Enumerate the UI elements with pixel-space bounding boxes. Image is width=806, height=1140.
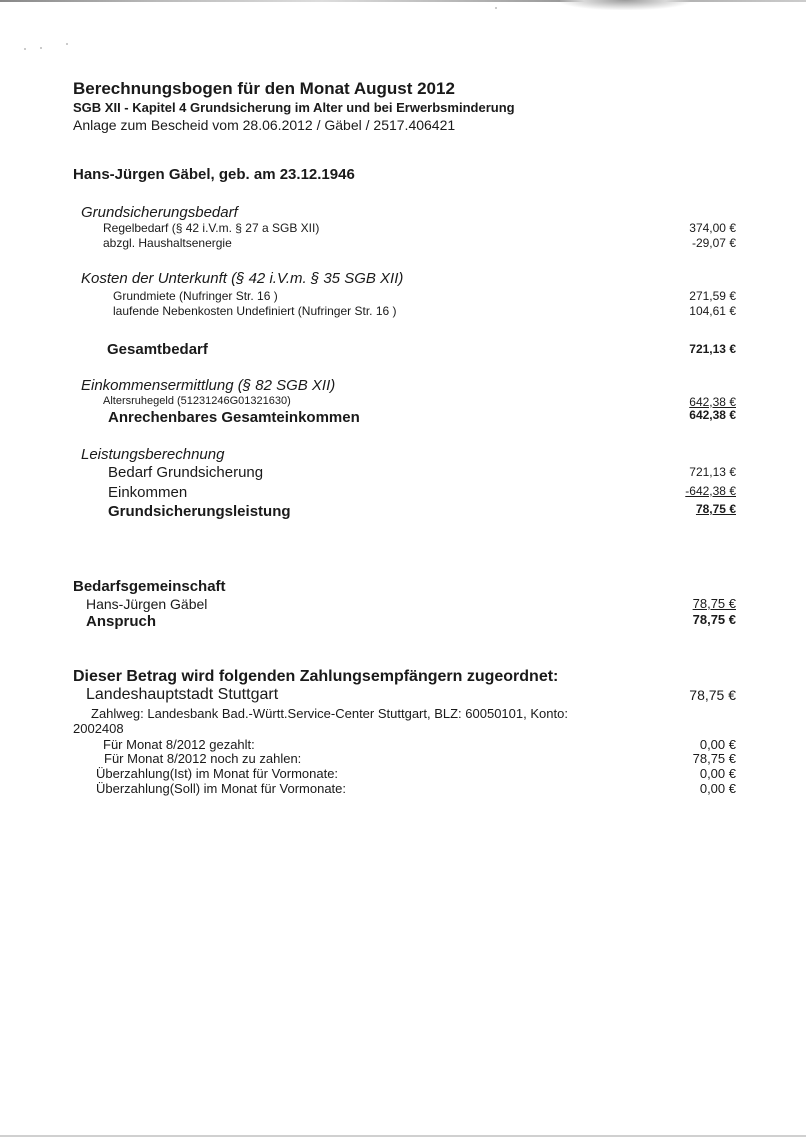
gesamtbedarf-label: Gesamtbedarf	[107, 341, 208, 358]
gesamtbedarf-amount: 721,13 €	[689, 342, 736, 356]
payment-amount: 0,00 €	[699, 737, 736, 752]
line-item-label: laufende Nebenkosten Undefiniert (Nufringer Str. 16 )	[113, 304, 397, 318]
einkommen-total-label: Anrechenbares Gesamteinkommen	[108, 409, 360, 426]
payment-amount: 78,75 €	[692, 751, 736, 766]
line-item-amount: -29,07 €	[691, 236, 736, 250]
section-heading: Grundsicherungsbedarf	[81, 204, 238, 221]
scan-smudge	[560, 0, 690, 10]
line-item-amount: 104,61 €	[689, 304, 736, 318]
scan-speck	[24, 48, 26, 50]
line-item-label: abzgl. Haushaltsenergie	[103, 236, 232, 250]
payment-amount: 0,00 €	[699, 766, 736, 781]
anspruch-amount: 78,75 €	[692, 612, 736, 627]
document-title: Berechnungsbogen für den Monat August 2012	[73, 79, 455, 98]
line-item-label: Bedarf Grundsicherung	[108, 464, 264, 481]
section-heading: Kosten der Unterkunft (§ 42 i.V.m. § 35 SGB XII)	[81, 270, 404, 287]
line-item-amount: 721,13 €	[689, 465, 736, 479]
leistung-total-amount: 78,75 €	[695, 502, 736, 516]
einkommen-total-amount: 642,38 €	[689, 408, 736, 422]
member-amount: 78,75 €	[692, 596, 736, 611]
document-reference: Anlage zum Bescheid vom 28.06.2012 / Gäbel / 2517.406421	[73, 117, 456, 133]
leistung-total-label: Grundsicherungsleistung	[108, 503, 291, 520]
person-heading: Hans-Jürgen Gäbel, geb. am 23.12.1946	[73, 166, 355, 183]
line-item-label: Altersruhegeld (51231246G01321630)	[103, 395, 291, 407]
line-item-amount: 642,38 €	[689, 395, 736, 409]
line-item-label: Einkommen	[108, 484, 188, 501]
scan-speck	[495, 7, 497, 9]
payment-label: Überzahlung(Soll) im Monat für Vormonate:	[96, 781, 347, 796]
line-item-label: Regelbedarf (§ 42 i.V.m. § 27 a SGB XII)	[103, 221, 320, 235]
zahlweg-line: Zahlweg: Landesbank Bad.-Württ.Service-Center Stuttgart, BLZ: 60050101, Konto:	[91, 706, 568, 721]
line-item-amount: 271,59 €	[689, 289, 736, 303]
line-item-amount: -642,38 €	[685, 484, 736, 498]
member-name: Hans-Jürgen Gäbel	[86, 596, 208, 612]
payment-amount: 0,00 €	[699, 781, 736, 796]
payment-label: Für Monat 8/2012 noch zu zahlen:	[104, 751, 302, 766]
recipient-amount: 78,75 €	[689, 687, 736, 703]
scan-speck	[66, 43, 68, 45]
scan-edge-bottom	[0, 1135, 806, 1137]
payment-label: Überzahlung(Ist) im Monat für Vormonate:	[96, 766, 339, 781]
payment-label: Für Monat 8/2012 gezahlt:	[103, 737, 255, 752]
line-item-label: Grundmiete (Nufringer Str. 16 )	[113, 289, 278, 303]
zahlweg-line: 2002408	[73, 721, 124, 736]
section-heading: Dieser Betrag wird folgenden Zahlungsempfängern zugeordnet:	[73, 668, 559, 685]
section-heading: Bedarfsgemeinschaft	[73, 578, 226, 595]
section-heading: Leistungsberechnung	[81, 446, 225, 463]
line-item-amount: 374,00 €	[689, 221, 736, 235]
section-heading: Einkommensermittlung (§ 82 SGB XII)	[81, 377, 336, 394]
document-subtitle: SGB XII - Kapitel 4 Grundsicherung im Alter und bei Erwerbsminderung	[73, 100, 515, 115]
anspruch-label: Anspruch	[86, 613, 157, 630]
recipient-name: Landeshauptstadt Stuttgart	[86, 686, 279, 703]
scan-speck	[40, 47, 42, 49]
